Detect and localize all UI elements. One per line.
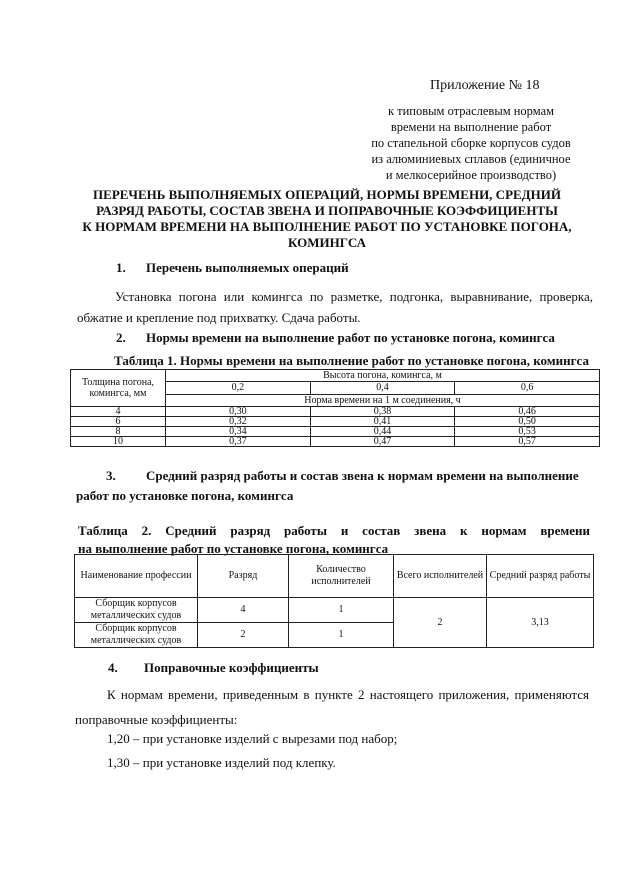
- document-title-line: ПЕРЕЧЕНЬ ВЫПОЛНЯЕМЫХ ОПЕРАЦИЙ, НОРМЫ ВРЕМЕНИ, СРЕДНИЙ: [93, 187, 561, 202]
- profession-cell: Сборщик корпусов металлических судов: [75, 623, 198, 648]
- appendix-note-line: по стапельной сборке корпусов судов: [371, 136, 571, 150]
- table-row: [71, 427, 600, 437]
- norm-cell: 0,50: [455, 417, 600, 427]
- coefficient-item: 1,30 – при установке изделий под клепку.: [107, 755, 336, 770]
- appendix-note: [340, 103, 602, 183]
- grade-header: Разряд: [198, 555, 289, 598]
- norm-cell: 0,44: [310, 427, 455, 437]
- table-2-caption-line: Таблица 2. Средний разряд работы и состав звена к нормам времени: [78, 523, 590, 538]
- count-cell: 1: [289, 623, 394, 648]
- thickness-cell: 4: [71, 407, 166, 417]
- section-2-heading: [116, 330, 555, 346]
- norm-cell: 0,34: [166, 427, 311, 437]
- grade-cell: 2: [198, 623, 289, 648]
- norms-table: [70, 369, 600, 447]
- norm-cell: 0,53: [455, 427, 600, 437]
- avg-grade-cell: 3,13: [487, 598, 594, 648]
- section-3-heading: [106, 468, 579, 484]
- section-4-intro: К нормам времени, приведенным в пункте 2 настоящего приложения, применяются поправочные коэффициенты:: [75, 687, 589, 727]
- table-2-caption: [78, 522, 590, 558]
- norm-cell: 0,37: [166, 437, 311, 447]
- document-title-line: К НОРМАМ ВРЕМЕНИ НА ВЫПОЛНЕНИЕ РАБОТ ПО УСТАНОВКЕ ПОГОНА,: [82, 219, 572, 234]
- thickness-cell: 6: [71, 417, 166, 427]
- table-2-caption-line: на выполнение работ по установке погона, комингса: [78, 541, 389, 556]
- height-value: 0,6: [455, 382, 600, 394]
- profession-header: Наименование профессии: [75, 555, 198, 598]
- profession-cell: Сборщик корпусов металлических судов: [75, 598, 198, 623]
- norm-cell: 0,41: [310, 417, 455, 427]
- norm-cell: 0,30: [166, 407, 311, 417]
- section-title: Нормы времени на выполнение работ по установке погона, комингса: [146, 330, 555, 345]
- norm-cell: 0,47: [310, 437, 455, 447]
- table-1-caption: Таблица 1. Нормы времени на выполнение работ по установке погона, комингса: [114, 353, 589, 368]
- section-title: Средний разряд работы и состав звена к нормам времени на выполнение: [146, 468, 579, 483]
- appendix-note-line: и мелкосерийное производство): [385, 168, 557, 182]
- crew-table: [74, 554, 594, 648]
- grade-cell: 4: [198, 598, 289, 623]
- document-title: [60, 187, 594, 251]
- document-title-line: РАЗРЯД РАБОТЫ, СОСТАВ ЗВЕНА И ПОПРАВОЧНЫЕ КОЭФФИЦИЕНТЫ: [96, 203, 558, 218]
- appendix-note-line: к типовым отраслевым нормам: [387, 104, 555, 118]
- appendix-note-line: из алюминиевых сплавов (единичное: [371, 152, 571, 166]
- norm-cell: 0,32: [166, 417, 311, 427]
- table-row: [71, 417, 600, 427]
- norm-header: Норма времени на 1 м соединения, ч: [166, 394, 600, 406]
- table-row: [71, 407, 600, 417]
- document-title-line: КОМИНГСА: [288, 235, 366, 250]
- table-header-row: [75, 555, 594, 598]
- norm-cell: 0,38: [310, 407, 455, 417]
- total-header: Всего исполнителей: [394, 555, 487, 598]
- section-number: 1.: [116, 260, 126, 275]
- height-value: 0,4: [310, 382, 455, 394]
- section-3-heading-continued: работ по установке погона, комингса: [76, 488, 294, 503]
- table-header-row: [71, 370, 600, 382]
- table-row: [71, 437, 600, 447]
- appendix-note-line: времени на выполнение работ: [390, 120, 552, 134]
- total-cell: 2: [394, 598, 487, 648]
- thickness-cell: 8: [71, 427, 166, 437]
- height-header: Высота погона, комингса, м: [166, 370, 600, 382]
- section-4-heading: [108, 660, 319, 676]
- norm-cell: 0,46: [455, 407, 600, 417]
- norm-cell: 0,57: [455, 437, 600, 447]
- section-title: Поправочные коэффициенты: [144, 660, 319, 675]
- thickness-cell: 10: [71, 437, 166, 447]
- section-1-heading: [116, 260, 349, 276]
- appendix-title: Приложение № 18: [430, 78, 540, 93]
- count-cell: 1: [289, 598, 394, 623]
- section-1-text: Установка погона или комингса по разметке, подгонка, выравнивание, проверка, обжатие и крепление под прихватку. Сдача работы.: [77, 289, 593, 325]
- thickness-header: Толщина погона, комингса, мм: [71, 370, 166, 407]
- avg-grade-header: Средний разряд работы: [487, 555, 594, 598]
- section-number: 4.: [108, 660, 118, 675]
- coefficient-item: 1,20 – при установке изделий с вырезами под набор;: [107, 731, 398, 746]
- section-number: 3.: [106, 468, 116, 483]
- table-row: [75, 598, 594, 623]
- section-title: Перечень выполняемых операций: [146, 260, 349, 275]
- count-header: Количество исполнителей: [289, 555, 394, 598]
- height-value: 0,2: [166, 382, 311, 394]
- section-number: 2.: [116, 330, 126, 345]
